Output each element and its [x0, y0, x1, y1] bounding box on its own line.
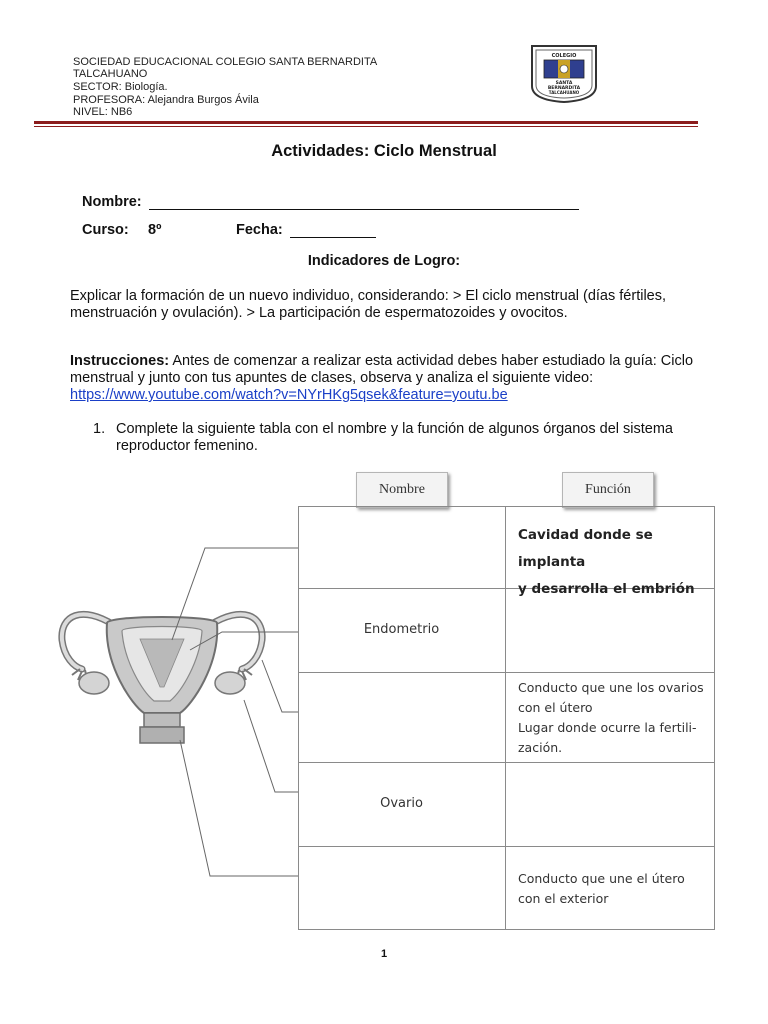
table-cell-function — [518, 869, 710, 909]
table-column-divider — [505, 506, 506, 930]
school-level: NIVEL: NB6 — [73, 106, 133, 118]
function-line: Conducto que une los ovarios — [518, 680, 704, 695]
indicators-text: Explicar la formación de un nuevo individuo, considerando: > El ciclo menstrual (días fértiles, menstruación y ovulación). > La participación de espermatozoides y ovocitos. — [70, 288, 667, 321]
page-number: 1 — [380, 948, 388, 960]
header-funcion-tag: Función — [562, 472, 654, 508]
school-teacher: PROFESORA: Alejandra Burgos Ávila — [73, 94, 259, 106]
logo-line-3: TALCAHUANO — [548, 90, 580, 95]
table-cell-function-blank[interactable] — [505, 763, 715, 846]
school-sector: SECTOR: Biología. — [73, 81, 168, 93]
name-label: Nombre: — [82, 194, 142, 210]
function-line: zación. — [518, 740, 563, 755]
course-label: Curso: — [82, 222, 129, 238]
function-line: con el exterior — [518, 891, 609, 906]
instructions-label: Instrucciones: — [70, 353, 170, 369]
function-line: con el útero — [518, 700, 593, 715]
date-label: Fecha: — [236, 222, 283, 238]
logo-line-2: BERNARDITA — [547, 86, 581, 91]
table-cell-name[interactable] — [298, 506, 505, 588]
table-cell-function-blank[interactable] — [505, 589, 715, 672]
function-line: y desarrolla el embrión — [518, 581, 695, 597]
function-line: Conducto que une el útero — [518, 871, 685, 886]
logo-line-1: SANTA — [555, 81, 573, 86]
table-cell-name[interactable] — [298, 673, 505, 762]
course-value[interactable]: 8º — [148, 222, 162, 238]
header-nombre-tag: Nombre — [356, 472, 448, 508]
school-name: SOCIEDAD EDUCACIONAL COLEGIO SANTA BERNARDITA — [73, 56, 378, 68]
function-line: Cavidad donde se implanta — [518, 527, 653, 570]
task-number: 1. — [93, 421, 106, 437]
logo-top-text: COLEGIO — [551, 53, 577, 59]
table-cell-function — [518, 678, 710, 758]
table-cell-name: Endometrio — [363, 622, 440, 637]
instructions-text: Antes de comenzar a realizar esta actividad debes haber estudiado la guía: Ciclo menstrual y junto con tus apuntes de clases, observa y analiza el siguiente video: — [70, 353, 694, 386]
page-title: Actividades: Ciclo Menstrual — [271, 142, 497, 160]
table-cell-name: Ovario — [380, 796, 423, 811]
table-cell-name[interactable] — [298, 847, 505, 930]
indicators-heading: Indicadores de Logro: — [307, 253, 461, 269]
school-city: TALCAHUANO — [73, 68, 148, 80]
function-line: Lugar donde ocurre la fertili- — [518, 720, 697, 735]
video-link[interactable]: https://www.youtube.com/watch?v=NYrHKg5qsek&feature=youtu.be — [70, 387, 508, 403]
task-text: Complete la siguiente tabla con el nombre y la función de algunos órganos del sistema reproductor femenino. — [116, 421, 673, 454]
